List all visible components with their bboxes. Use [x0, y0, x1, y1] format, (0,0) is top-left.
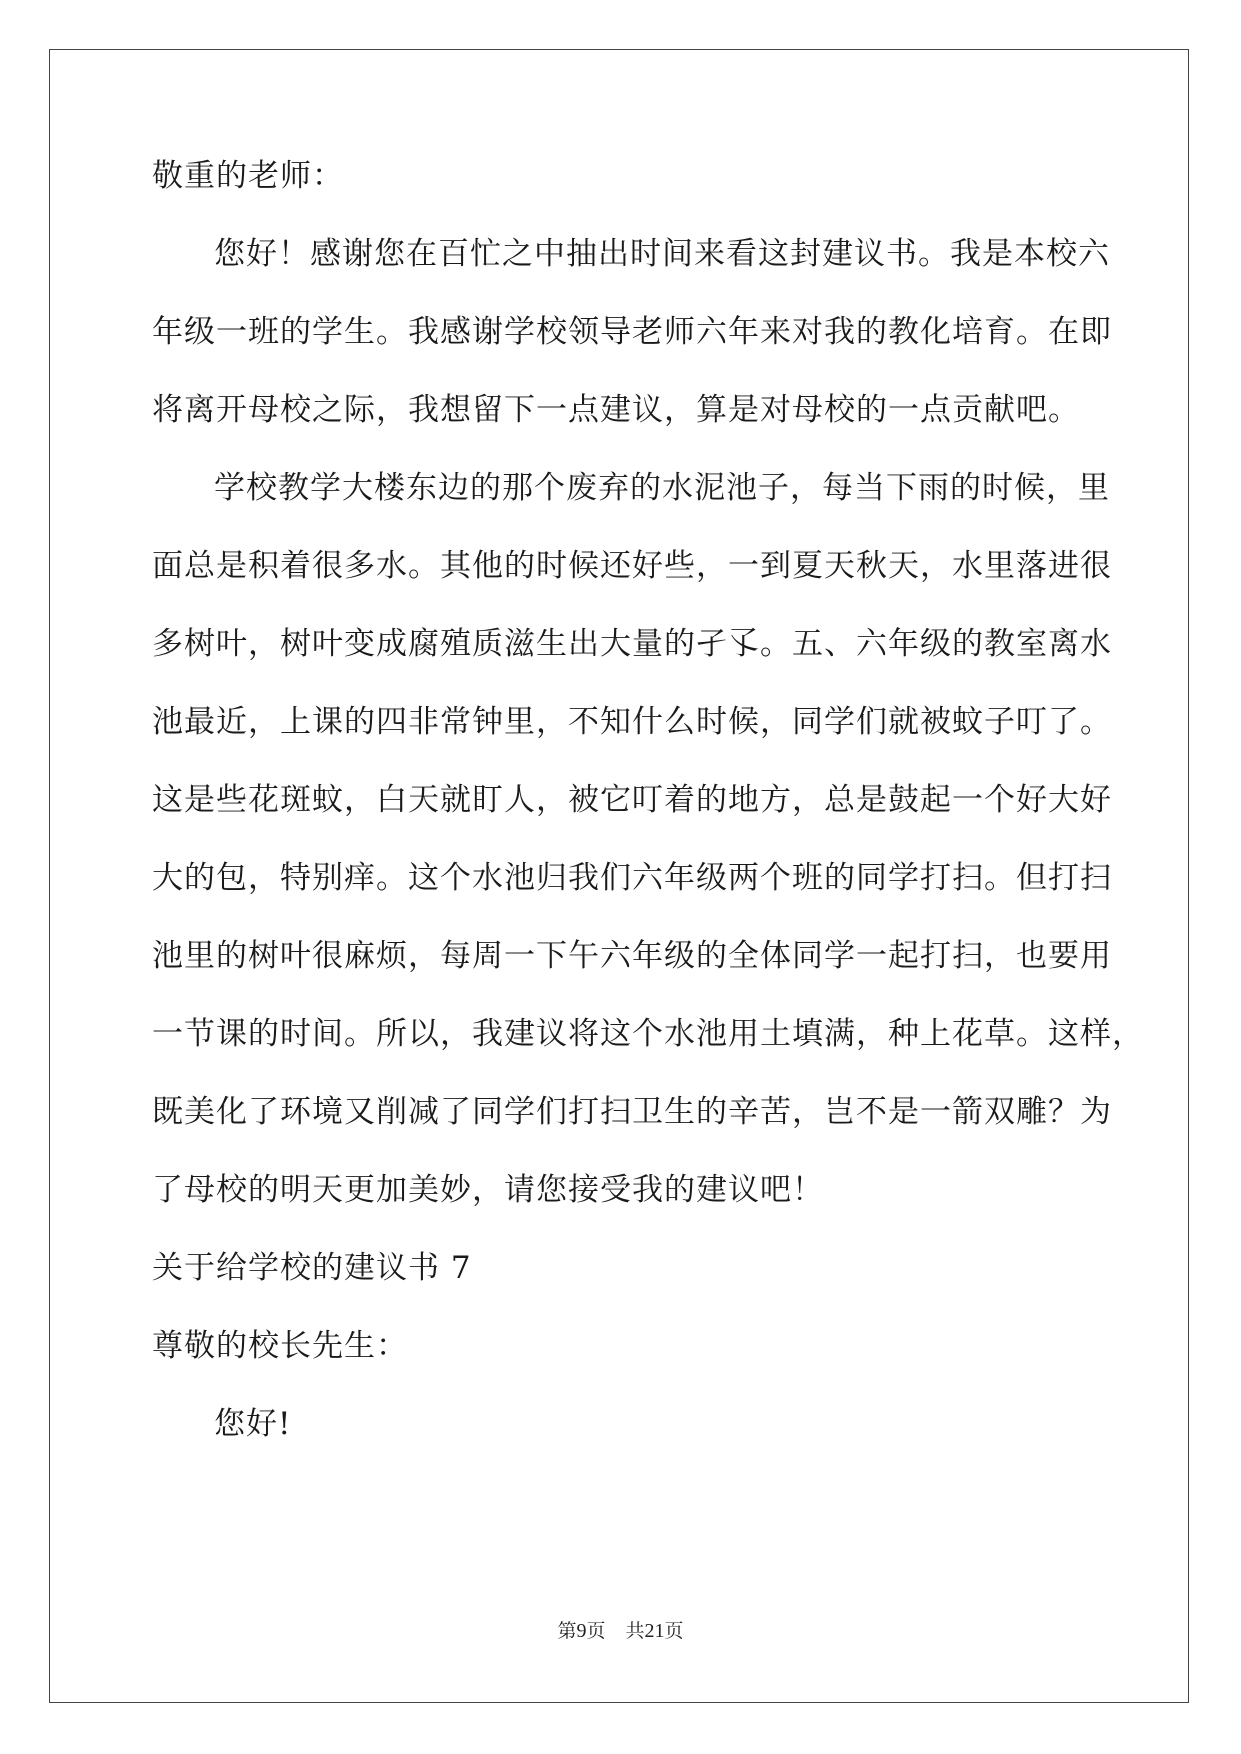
paragraph-line: 这是些花斑蚊，白天就盯人，被它叮着的地方，总是鼓起一个好大好 [152, 782, 1112, 818]
total-pages: 21 [644, 1620, 665, 1642]
paragraph-line: 将离开母校之际，我想留下一点建议，算是对母校的一点贡献吧。 [152, 392, 1080, 428]
paragraph-line: 了母校的明天更加美妙，请您接受我的建议吧！ [152, 1172, 824, 1208]
paragraph-line: 池里的树叶很麻烦，每周一下午六年级的全体同学一起打扫，也要用 [152, 938, 1112, 974]
paragraph-line: 一节课的时间。所以，我建议将这个水池用土填满，种上花草。这样， [152, 1016, 1144, 1052]
paragraph-line: 多树叶，树叶变成腐殖质滋生出大量的孑孓。五、六年级的教室离水 [152, 626, 1112, 662]
total-prefix: 共 [625, 1620, 645, 1642]
paragraph-line: 年级一班的学生。我感谢学校领导老师六年来对我的教化培育。在即 [152, 314, 1112, 350]
page-suffix: 页 [586, 1620, 606, 1642]
greeting-line: 您好! [214, 1406, 292, 1442]
paragraph-line: 面总是积着很多水。其他的时候还好些，一到夏天秋天，水里落进很 [152, 548, 1112, 584]
paragraph-line: 既美化了环境又削减了同学们打扫卫生的辛苦，岂不是一箭双雕？为 [152, 1094, 1112, 1130]
page-number: 9 [576, 1620, 587, 1642]
paragraph-line: 学校教学大楼东边的那个废弃的水泥池子，每当下雨的时候，里 [214, 470, 1110, 506]
paragraph-line: 大的包，特别痒。这个水池归我们六年级两个班的同学打扫。但打扫 [152, 860, 1112, 896]
page-footer [0, 1619, 1241, 1643]
page-prefix: 第 [557, 1620, 577, 1642]
salutation: 敬重的老师： [152, 158, 344, 194]
document-body [152, 157, 1144, 1483]
section-heading: 关于给学校的建议书 7 [152, 1250, 472, 1286]
total-suffix: 页 [664, 1620, 684, 1642]
paragraph-line: 您好！感谢您在百忙之中抽出时间来看这封建议书。我是本校六 [214, 236, 1110, 272]
salutation: 尊敬的校长先生： [152, 1328, 408, 1364]
paragraph-line: 池最近，上课的四非常钟里，不知什么时候，同学们就被蚊子叮了。 [152, 704, 1112, 740]
